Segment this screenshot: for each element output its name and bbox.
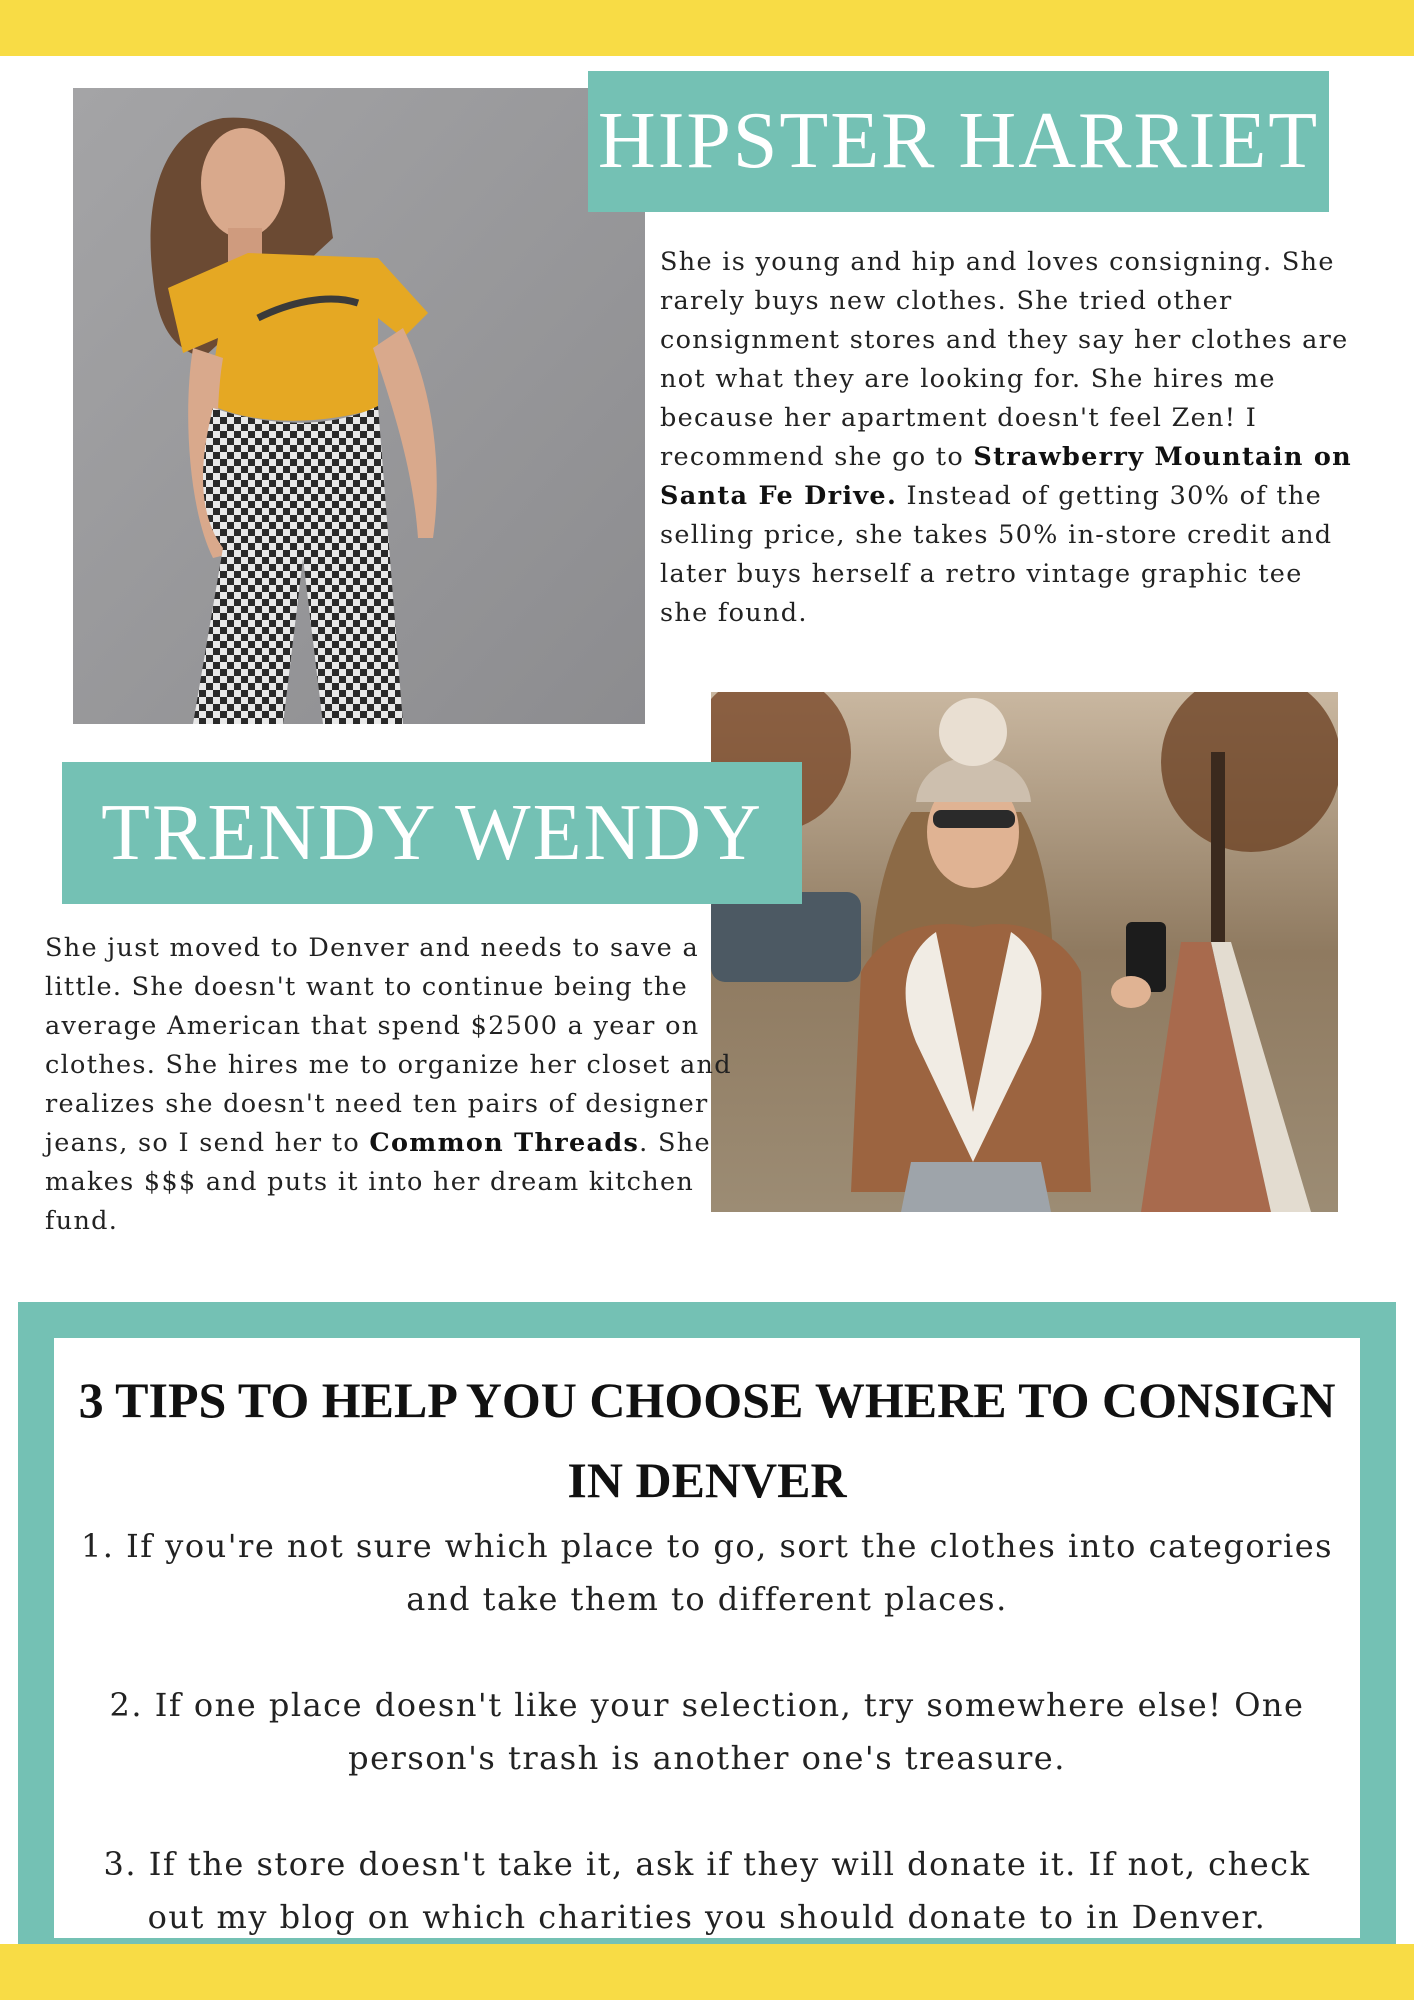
harriet-title: HIPSTER HARRIET xyxy=(597,97,1320,185)
tip-3: 3. If the store doesn't take it, ask if they will donate it. If not, check out my blog on which charities you should donate to in Denver. xyxy=(103,1845,1311,1936)
tips-title: 3 TIPS TO HELP YOU CHOOSE WHERE TO CONSIGN IN DENVER xyxy=(78,1372,1336,1508)
harriet-title-banner xyxy=(588,71,1329,212)
harriet-text-1: She is young and hip and loves consigning. She rarely buys new clothes. She tried other consignment stores and they say her clothes are not what they are looking for. She hires me because her apartment doesn't feel Zen! I recommend she go to xyxy=(660,247,1349,472)
tips-box xyxy=(18,1302,1396,1944)
harriet-text-2: Instead of getting 30% of the selling price, she takes 50% in-store credit and later buys herself a retro vintage graphic tee she found. xyxy=(660,481,1333,628)
wendy-text-2: . She makes $$$ and puts it into her dream kitchen fund. xyxy=(45,1128,711,1236)
tip-2: 2. If one place doesn't like your selection, try somewhere else! One person's trash is another one's treasure. xyxy=(109,1686,1305,1777)
wendy-title-banner xyxy=(62,762,802,904)
tip-1: 1. If you're not sure which place to go, sort the clothes into categories and take them to different places. xyxy=(80,1527,1334,1618)
top-yellow-band xyxy=(0,0,1414,56)
wendy-photo xyxy=(711,692,1338,1212)
wendy-store-name: Common Threads xyxy=(369,1128,640,1158)
tips-box-content xyxy=(54,1338,1360,1938)
wendy-text-1: She just moved to Denver and needs to save a little. She doesn't want to continue being the average American that spend $2500 a year on clothes. She hires me to organize her closet and realizes she doesn't need ten pairs of designer jeans, so I send her to xyxy=(45,933,732,1158)
wendy-title: TRENDY WENDY xyxy=(101,788,763,877)
wendy-description xyxy=(45,929,735,1241)
bottom-yellow-band xyxy=(0,1944,1414,2000)
harriet-photo xyxy=(73,88,645,724)
harriet-store-name: Strawberry Mountain on Santa Fe Drive. xyxy=(660,442,1353,511)
harriet-description xyxy=(660,243,1360,633)
